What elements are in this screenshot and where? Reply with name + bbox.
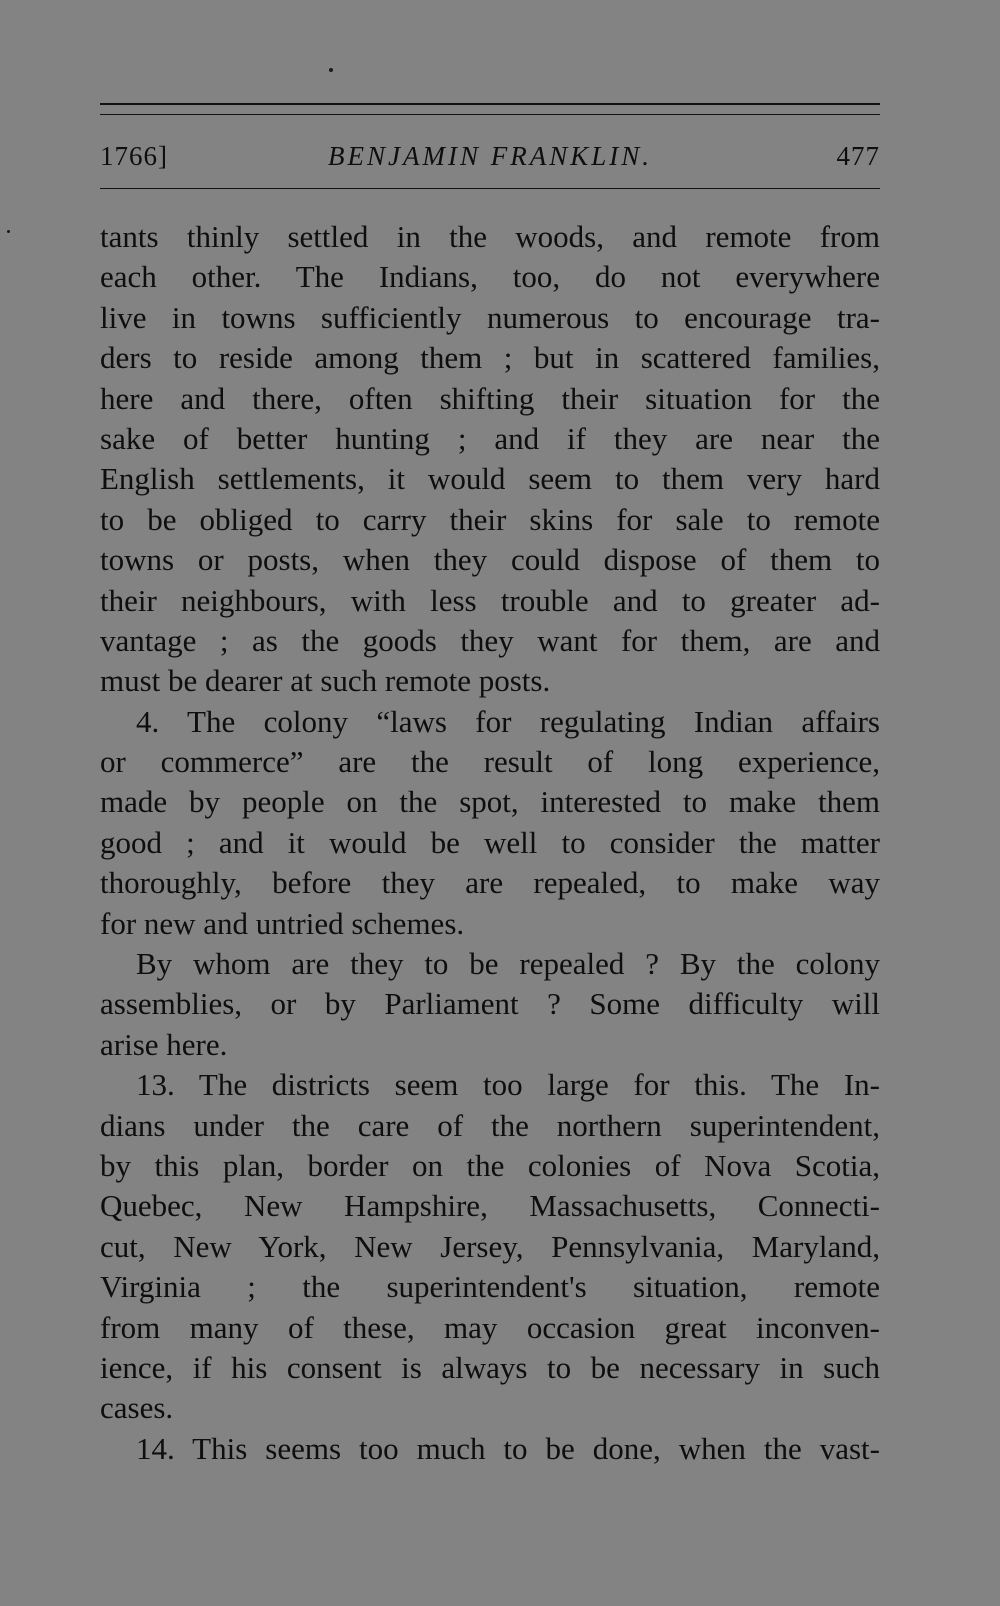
text-line: 13. The districts seem too large for this. The In- [136, 1067, 880, 1103]
header-rule-bottom [100, 188, 880, 189]
text-line: or commerce” are the result of long experience, [100, 744, 880, 780]
text-line: cut, New York, New Jersey, Pennsylvania, Maryland, [100, 1228, 880, 1264]
text-line: their neighbours, with less trouble and to greater ad- [100, 582, 880, 618]
text-line: by this plan, border on the colonies of Nova Scotia, [100, 1147, 880, 1183]
header-rule-top [100, 103, 880, 105]
body-text [100, 217, 880, 1469]
header-year: 1766] [100, 141, 168, 171]
text-line: here and there, often shifting their situation for the [100, 380, 880, 416]
text-line: arise here. [100, 1026, 228, 1062]
text-line: assemblies, or by Parliament ? Some difficulty will [100, 986, 880, 1022]
text-line: good ; and it would be well to consider the matter [100, 824, 880, 860]
text-line: from many of these, may occasion great inconven- [100, 1309, 880, 1345]
print-speck [7, 230, 10, 233]
text-line: tants thinly settled in the woods, and remote from [100, 219, 880, 254]
text-line: must be dearer at such remote posts. [100, 663, 551, 699]
text-line: cases. [100, 1390, 174, 1426]
text-line: English settlements, it would seem to them very hard [100, 461, 880, 497]
text-line: thoroughly, before they are repealed, to make way [100, 865, 880, 901]
text-line: to be obliged to carry their skins for sale to remote [100, 501, 880, 537]
text-line: ders to reside among them ; but in scattered families, [100, 340, 880, 376]
print-speck [329, 68, 333, 72]
text-line: sake of better hunting ; and if they are near the [100, 420, 880, 456]
page-number: 477 [836, 141, 880, 171]
text-line: Virginia ; the superintendent's situation, remote [100, 1269, 880, 1305]
text-line: each other. The Indians, too, do not everywhere [100, 259, 880, 295]
header-title: BENJAMIN FRANKLIN. [328, 141, 652, 171]
text-line: live in towns sufficiently numerous to encourage tra- [100, 299, 880, 335]
text-line: dians under the care of the northern superintendent, [100, 1107, 880, 1143]
text-line: Quebec, New Hampshire, Massachusetts, Connecti- [100, 1188, 880, 1224]
running-header [100, 136, 880, 176]
text-line: for new and untried schemes. [100, 905, 465, 941]
header-rule-double [100, 114, 880, 115]
text-line: made by people on the spot, interested to make them [100, 784, 880, 820]
text-line: ience, if his consent is always to be necessary in such [100, 1349, 880, 1385]
text-line: vantage ; as the goods they want for them, are and [100, 622, 880, 658]
text-line: 4. The colony “laws for regulating Indian affairs [136, 703, 880, 739]
text-line: 14. This seems too much to be done, when the vast- [136, 1430, 880, 1466]
text-line: towns or posts, when they could dispose of them to [100, 542, 880, 578]
text-line: By whom are they to be repealed ? By the colony [136, 946, 880, 982]
